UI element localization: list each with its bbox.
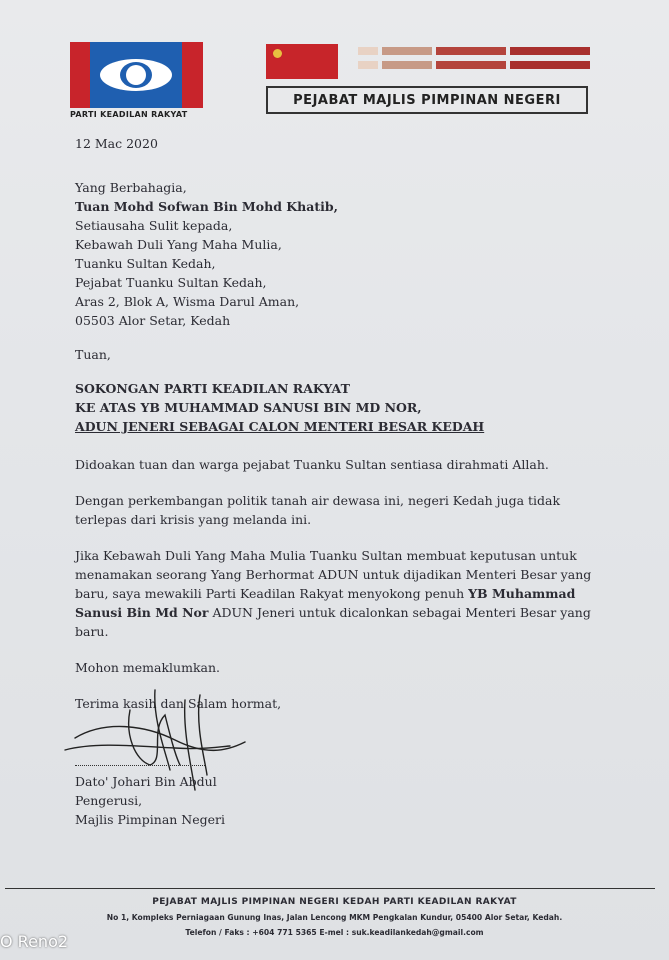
footer-office: PEJABAT MAJLIS PIMPINAN NEGERI KEDAH PARTI KEADILAN RAKYAT — [152, 897, 517, 907]
address-line: Tuanku Sultan Kedah, — [75, 256, 216, 271]
decorative-bars — [358, 47, 590, 77]
camera-watermark: O Reno2 — [0, 932, 69, 951]
paragraph-3-bold-name: YB Muhammad Sanusi Bin Md Nor — [75, 586, 576, 620]
paragraph-1: Didoakan tuan dan warga pejabat Tuanku Sultan sentiasa dirahmati Allah. — [75, 457, 549, 472]
paragraph-3-text-a: Jika Kebawah Duli Yang Maha Mulia Tuanku Sultan membuat keputusan untuk menamakan seorang Yang Berhormat ADUN untuk dijadikan Menteri Besar yang baru, saya mewakili Parti Keadilan Rakyat menyokong penuh — [75, 548, 592, 601]
address-line: Aras 2, Blok A, Wisma Darul Aman, — [75, 294, 300, 309]
address-recipient: Tuan Mohd Sofwan Bin Mohd Khatib, — [75, 199, 338, 214]
address-line: Kebawah Duli Yang Maha Mulia, — [75, 237, 282, 252]
address-line: Yang Berbahagia, — [75, 180, 187, 195]
subject-line: ADUN JENERI SEBAGAI CALON MENTERI BESAR KEDAH — [75, 419, 485, 434]
letter-date: 12 Mac 2020 — [75, 136, 158, 151]
footer-contact: Telefon / Faks : +604 771 5365 E-mel : suk.keadilankedah@gmail.com — [185, 928, 484, 937]
salutation: Tuan, — [75, 347, 111, 362]
pkr-logo — [70, 42, 203, 108]
signatory-org: Majlis Pimpinan Negeri — [75, 812, 226, 827]
paragraph-3-text-b: ADUN Jeneri untuk dicalonkan sebagai Menteri Besar yang baru. — [75, 605, 591, 639]
signatory-name: Dato' Johari Bin Abdul — [75, 774, 217, 789]
office-title-box: PEJABAT MAJLIS PIMPINAN NEGERI — [266, 86, 588, 114]
closing: Terima kasih dan Salam hormat, — [75, 696, 282, 711]
address-line: 05503 Alor Setar, Kedah — [75, 313, 231, 328]
kedah-flag-icon — [266, 44, 338, 79]
address-line: Pejabat Tuanku Sultan Kedah, — [75, 275, 267, 290]
subject-line: KE ATAS YB MUHAMMAD SANUSI BIN MD NOR, — [75, 400, 422, 415]
signature-line — [75, 765, 205, 766]
address-line: Setiausaha Sulit kepada, — [75, 218, 233, 233]
paragraph-4: Mohon memaklumkan. — [75, 660, 221, 675]
signatory-title: Pengerusi, — [75, 793, 143, 808]
paragraph-3 — [75, 546, 610, 641]
paragraph-2: Dengan perkembangan politik tanah air dewasa ini, negeri Kedah juga tidak terlepas dari krisis yang melanda ini. — [75, 493, 561, 527]
party-caption: PARTI KEADILAN RAKYAT — [70, 110, 188, 119]
footer-address: No 1, Kompleks Perniagaan Gunung Inas, Jalan Lencong MKM Pengkalan Kundur, 05400 Alor Setar, Kedah. — [106, 913, 563, 922]
subject-line: SOKONGAN PARTI KEADILAN RAKYAT — [75, 381, 350, 396]
footer-divider — [5, 888, 655, 889]
